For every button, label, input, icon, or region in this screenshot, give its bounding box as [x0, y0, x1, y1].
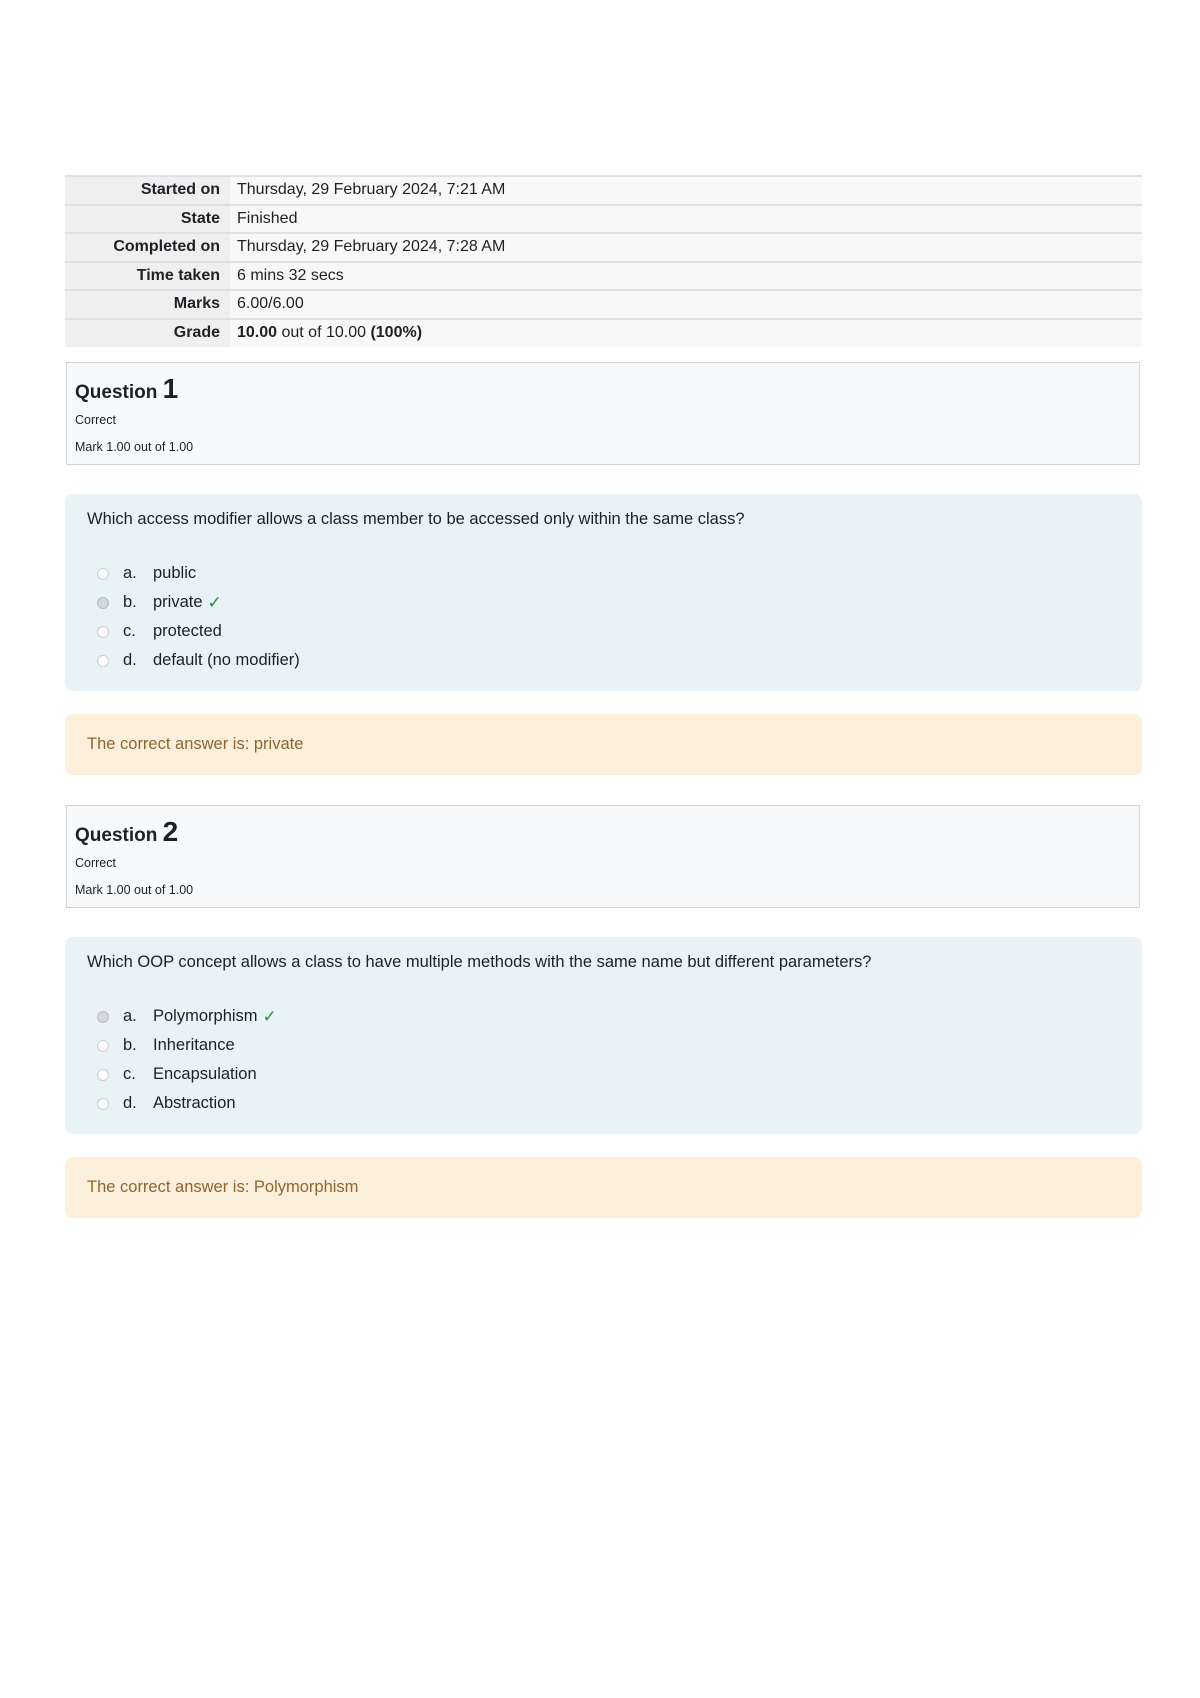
summary-row	[65, 205, 1142, 234]
option-letter: d.	[123, 651, 137, 669]
question-title	[75, 373, 1131, 405]
question-text: Which OOP concept allows a class to have multiple methods with the same name but different parameters?	[87, 953, 872, 971]
radio-icon[interactable]	[97, 1040, 109, 1052]
grade-out-of: out of 10.00	[277, 324, 371, 342]
question-1-info	[66, 362, 1140, 465]
summary-label: Time taken	[65, 262, 230, 291]
option-label: private	[153, 593, 203, 611]
option-letter: c.	[123, 1065, 136, 1083]
option-label: Polymorphism	[153, 1007, 258, 1025]
question-word: Question	[75, 825, 158, 846]
question-state: Correct	[75, 856, 116, 870]
summary-row	[65, 262, 1142, 291]
option-letter: b.	[123, 1036, 137, 1054]
answer-option-selected[interactable]	[87, 588, 1120, 617]
question-text: Which access modifier allows a class member to be accessed only within the same class?	[87, 510, 745, 528]
radio-icon[interactable]	[97, 1098, 109, 1110]
question-mark: Mark 1.00 out of 1.00	[75, 883, 194, 897]
check-icon: ✓	[207, 592, 222, 612]
summary-label: State	[65, 205, 230, 234]
summary-row-grade	[65, 319, 1142, 348]
radio-icon[interactable]	[97, 1011, 109, 1023]
option-letter: b.	[123, 593, 137, 611]
answer-options	[87, 559, 1120, 675]
option-label: Abstraction	[153, 1094, 236, 1112]
summary-row	[65, 176, 1142, 205]
summary-label: Marks	[65, 290, 230, 319]
grade-percent: (100%)	[370, 324, 423, 342]
grade-score: 10.00	[237, 324, 278, 342]
option-letter: a.	[123, 1007, 137, 1025]
question-1-feedback	[65, 714, 1142, 775]
answer-option[interactable]	[87, 559, 1120, 588]
answer-option[interactable]	[87, 646, 1120, 675]
answer-option[interactable]	[87, 1089, 1120, 1118]
summary-value: Finished	[230, 205, 1142, 234]
answer-option-selected[interactable]	[87, 1002, 1120, 1031]
option-label: Inheritance	[153, 1036, 235, 1054]
answer-option[interactable]	[87, 1031, 1120, 1060]
question-2-feedback	[65, 1157, 1142, 1218]
summary-value: 6.00/6.00	[230, 290, 1142, 319]
right-answer-text: The correct answer is: Polymorphism	[87, 1178, 359, 1196]
grade-label: Grade	[65, 319, 230, 348]
answer-option[interactable]	[87, 1060, 1120, 1089]
option-letter: a.	[123, 564, 137, 582]
question-state: Correct	[75, 413, 116, 427]
question-2-formulation	[65, 937, 1142, 1134]
question-2-info	[66, 805, 1140, 908]
summary-value: 6 mins 32 secs	[230, 262, 1142, 291]
quiz-summary-table	[65, 175, 1142, 347]
option-label: default (no modifier)	[153, 651, 300, 669]
check-icon: ✓	[262, 1006, 277, 1026]
radio-icon[interactable]	[97, 1069, 109, 1081]
summary-label: Started on	[65, 176, 230, 205]
question-title	[75, 816, 1131, 848]
option-label: protected	[153, 622, 222, 640]
summary-value: Thursday, 29 February 2024, 7:28 AM	[230, 233, 1142, 262]
summary-value: Thursday, 29 February 2024, 7:21 AM	[230, 176, 1142, 205]
radio-icon[interactable]	[97, 655, 109, 667]
summary-row	[65, 290, 1142, 319]
answer-option[interactable]	[87, 617, 1120, 646]
option-letter: d.	[123, 1094, 137, 1112]
question-word: Question	[75, 382, 158, 403]
question-mark: Mark 1.00 out of 1.00	[75, 440, 194, 454]
answer-options	[87, 1002, 1120, 1118]
option-label: Encapsulation	[153, 1065, 257, 1083]
question-number: 2	[162, 816, 179, 847]
right-answer-text: The correct answer is: private	[87, 735, 304, 753]
radio-icon[interactable]	[97, 568, 109, 580]
question-number: 1	[162, 373, 179, 404]
summary-row	[65, 233, 1142, 262]
radio-icon[interactable]	[97, 597, 109, 609]
option-letter: c.	[123, 622, 136, 640]
question-1-formulation	[65, 494, 1142, 691]
summary-label: Completed on	[65, 233, 230, 262]
grade-value	[230, 319, 1142, 348]
option-label: public	[153, 564, 197, 582]
radio-icon[interactable]	[97, 626, 109, 638]
